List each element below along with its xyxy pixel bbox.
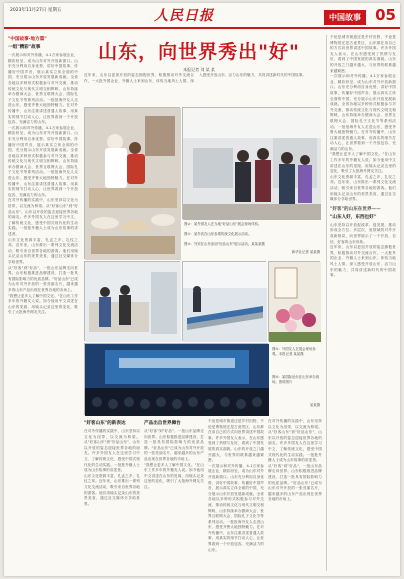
headline-block (84, 37, 314, 72)
text-column-5 (268, 419, 322, 571)
text-column-right (330, 35, 396, 571)
photo-train-model (182, 261, 266, 341)
photo-illustration (269, 262, 321, 342)
masthead (4, 3, 400, 29)
col5-body2: 从"好客"到"好品"，一批山东品牌走向世界。山东积极推进品牌建设，打造一批具有国际影响力的优质品牌。"好品山东"已成为山东对外开放的一张亮丽名片，越来越多的山东产品出现在世界各地的市场上。 (268, 463, 322, 502)
right-body-d: 山东文化资源丰富，孔孟之乡，礼仪之邦。近年来，山东推出一系列文化交流活动，吸引来自世界各地的游客。他们用镜头记录山东的美景美食，通过社交媒体分享给世界。 (330, 174, 396, 202)
col2-subhead: "好客山东"的新表达 (84, 421, 126, 426)
byline: 本报记者 刘 某 某 (183, 67, 215, 72)
text-column-2 (84, 419, 140, 571)
col5-body: 在对外传播的实践中，山东坚持以文化为纽带，以交流为桥梁。从"好客山东"到"好品山东"，山东以开放的姿态迎接世界各地的朋友。许多外国友人在这里学习中文、了解传统文化，感受中国式现代化的生动实践。一批批外籍人士成为山东故事的讲述者。 (268, 419, 322, 463)
photo-exhibition-visit (182, 107, 320, 219)
kicker: "中国故事·地方篇" (8, 37, 47, 42)
text-column-4 (208, 419, 264, 571)
text-column-1 (8, 35, 78, 571)
col2-body: 在对外传播的实践中，山东坚持以文化为纽带，以交流为桥梁。从"好客山东"到"好品山东"，山东以开放的姿态迎接世界各地的朋友。许多外国友人在这里学习中文、了解传统文化，感受中国式现代化的生动实践。一批批外籍人士成为山东故事的讲述者。 (84, 429, 140, 473)
right-body-c: "我想让更多人了解中国文化。"在山东工作多年的外籍友人说。如今他用中文讲述在山东的见闻，用镜头记录这里的变化，吸引了大批海外网友关注。 (330, 152, 396, 174)
photo-illustration (183, 108, 321, 220)
newspaper-page (4, 3, 400, 576)
lead-body-repeat-4: 从"好客"到"好品"，一批山东品牌走向世界。山东积极推进品牌建设，打造一批具有国际影响力的优质品牌。"好品山东"已成为山东对外开放的一张亮丽名片，越来越多的山东产品出现在世界各地的市场上。 (8, 265, 78, 292)
caption-photo-1: 图①：某外宾在山东参观传统文化展示活动。 (184, 232, 252, 236)
section-label: 中国故事 (324, 10, 366, 25)
lead-body: 一次展示和对外传播，4.1万家参展企业，精彩纷呈，成为山东对外开放新窗口。山东充分利用自身优势，讲好中国故事，传播好中国声音，展示真实立体全面的中国，充分展示山东开放发展新成就。全省各地以多种形式积极参与对外交流，推动传统文化与现代文明交相辉映，山东持续举办儒商大会、世界互联网大会、国际孔子文化节等系列活动。一批批海外友人走进山东，感受齐鲁大地独特魅力。在对外传播中，山东注重讲述普通人故事，用真实的细节打动人心，让世界看到一个开放包容、充满活力的山东。 (8, 53, 78, 125)
lead-subhead: 一组"精彩"故事 (8, 45, 41, 50)
caption-photo-3: 图③：外宾在山东参加"好品山东"展示活动。某某某摄 (184, 242, 265, 246)
col3-body2: "我想让更多人了解中国文化。"在山东工作多年的外籍友人说。如今他用中文讲述在山东的见闻，用镜头记录这里的变化，吸引了大批海外网友关注。 (144, 462, 204, 489)
right-body: 不论是城市街道还是乡村田野，不论是博物馆还是古迹景区，山东都在用自己的方式向世界讲述中国故事。许多外国友人表示，在山东感受到了热情与友好，看到了中国发展的真实面貌。山东的开放之门越开越大，与世界的联系越来越紧密。 (330, 35, 396, 73)
photo-illustration (183, 262, 267, 342)
col4-body: 不论是城市街道还是乡村田野，不论是博物馆还是古迹景区，山东都在用自己的方式向世界讲述中国故事。许多外国友人表示，在山东感受到了热情与友好，看到了中国发展的真实面貌。山东的开放之门越开越大，与世界的联系越来越紧密。 (208, 419, 264, 463)
issue-date: 2023年11月27日 星期五 (10, 8, 62, 13)
photo-illustration (85, 262, 181, 342)
intro-paragraph (84, 73, 309, 103)
intro-text: 近年来，山东以更加开放的姿态拥抱世界，积极推动对外交流合作，一大批外国企业、外籍人士来到山东，体验当地风土人情，深入感受开放山东、活力山东的魅力，共同讲述新时代的中国故事。 (84, 73, 307, 83)
photo-illustration (85, 108, 181, 260)
right-subhead: "好客"的山东在世界—— (330, 206, 381, 212)
col2-body2: 山东文化资源丰富，孔孟之乡，礼仪之邦。近年来，山东推出一系列文化交流活动，吸引来自世界各地的游客。他们用镜头记录山东的美景美食，通过社交媒体分享给世界。 (84, 473, 140, 506)
column-divider (326, 35, 327, 571)
right-body-b: 一次展示和对外传播，4.1万家参展企业，精彩纷呈，成为山东对外开放新窗口。山东充分利用自身优势，讲好中国故事，传播好中国声音，展示真实立体全面的中国，充分展示山东开放发展新成就。全省各地以多种形式积极参与对外交流，推动传统文化与现代文明交相辉映，山东持续举办儒商大会、世界互联网大会、国际孔子文化节等系列活动。一批批海外友人走进山东，感受齐鲁大地独特魅力。在对外传播中，山东注重讲述普通人故事，用真实的细节打动人心，让世界看到一个开放包容、充满活力的山东。 (330, 74, 396, 151)
col3-subhead: 产品出自世界舞台 (144, 421, 181, 426)
newspaper-logo: 人民日报 (154, 8, 214, 24)
text-column-3 (144, 419, 204, 571)
page-number: 05 (375, 6, 396, 24)
caption-photo-5: 图⑤：某国际论坛在山东举办现场。资料图片 (272, 375, 320, 384)
photo-flowers (268, 261, 320, 341)
lead-body-repeat-3: 山东文化资源丰富，孔孟之乡，礼仪之邦。近年来，山东推出一系列文化交流活动，吸引来自世界各地的游客。他们用镜头记录山东的美景美食，通过社交媒体分享给世界。 (8, 237, 78, 264)
caption-photo-4: 图④：外国友人在展会现场参观。本报记者 某某摄 (272, 347, 316, 356)
col3-body: 从"好客"到"好品"，一批山东品牌走向世界。山东积极推进品牌建设，打造一批具有国际影响力的优质品牌。"好品山东"已成为山东对外开放的一张亮丽名片，越来越多的山东产品出现在世界各地的市场上。 (144, 429, 204, 461)
right-body2: 山东坚持以开放促改革、促发展，推动形成全方位、多层次、宽领域的对外开放新格局，向世界展示了一个开放、自信、好客的山东形象。 (330, 222, 396, 244)
col4-body2: 一次展示和对外传播，4.1万家参展企业，精彩纷呈，成为山东对外开放新窗口。山东充分利用自身优势，讲好中国故事，传播好中国声音，展示真实立体全面的中国，充分展示山东开放发展新成就。全省各地以多种形式积极参与对外交流，推动传统文化与现代文明交相辉映，山东持续举办儒商大会、世界互联网大会、国际孔子文化节等系列活动。一批批海外友人走进山东，感受齐鲁大地独特魅力。在对外传播中，山东注重讲述普通人故事，用真实的细节打动人心，让世界看到一个开放包容、充满活力的山东。 (208, 463, 264, 552)
photo-model-exhibit (84, 261, 180, 341)
photo-credit-1: 新华社记者 某某摄 (291, 250, 320, 254)
right-body2-b: 近年来，山东以更加开放的姿态拥抱世界，积极推动对外交流合作，一大批外国企业、外籍人士来到山东，体验当地风土人情，深入感受开放山东、活力山东的魅力，共同讲述新时代的中国故事。 (330, 245, 396, 278)
photo-illustration (85, 344, 269, 416)
photo-chef-demo (84, 107, 180, 259)
lead-body-repeat: 一次展示和对外传播，4.1万家参展企业，精彩纷呈，成为山东对外开放新窗口。山东充分利用自身优势，讲好中国故事，传播好中国声音，展示真实立体全面的中国，充分展示山东开放发展新成就。全省各地以多种形式积极参与对外交流，推动传统文化与现代文明交相辉映，山东持续举办儒商大会、世界互联网大会、国际孔子文化节等系列活动。一批批海外友人走进山东，感受齐鲁大地独特魅力。在对外传播中，山东注重讲述普通人故事，用真实的细节打动人心，让世界看到一个开放包容、充满活力的山东。 (8, 125, 78, 197)
photo-forum-stage (84, 343, 268, 415)
lead-body-repeat-2: 在对外传播的实践中，山东坚持以文化为纽带，以交流为桥梁。从"好客山东"到"好品山东"，山东以开放的姿态迎接世界各地的朋友。许多外国友人在这里学习中文、了解传统文化，感受中国式现代化的生动实践。一批批外籍人士成为山东故事的讲述者。 (8, 198, 78, 236)
headline: 山东，向世界秀出"好" (98, 41, 300, 63)
lead-body-repeat-5: "我想让更多人了解中国文化。"在山东工作多年的外籍友人说。如今他用中文讲述在山东的见闻，用镜头记录这里的变化，吸引了大批海外网友关注。 (8, 293, 78, 315)
photo-credit-3: 某某摄 (309, 403, 320, 407)
caption-photo-2: 图②：某外国友人在当地"好品山东"展会现场体验。 (184, 222, 262, 226)
right-subhead-2: "山东人好，东西也好" (330, 214, 377, 220)
